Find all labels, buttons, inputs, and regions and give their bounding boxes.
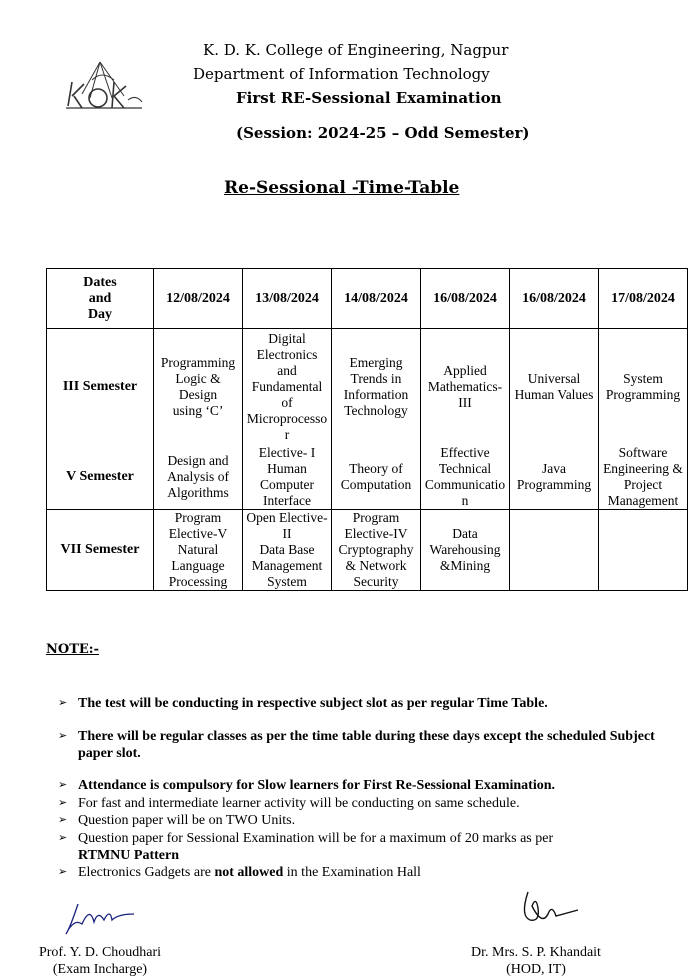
arrow-bullet-icon: ➢	[58, 866, 68, 878]
subject-line: n	[461, 492, 469, 508]
subject-line: Language	[171, 557, 225, 573]
subject-line: Algorithms	[167, 484, 229, 500]
timetable	[46, 268, 688, 591]
subject-line: Communicatio	[424, 476, 506, 492]
arrow-bullet-icon: ➢	[58, 832, 68, 844]
note-text-part: Electronics Gadgets are	[78, 865, 215, 880]
subject-line: Cryptography	[338, 541, 414, 557]
subject-line: Engineering &	[603, 460, 683, 476]
department-name: Department of Information Technology	[193, 65, 490, 83]
subject-line: Emerging	[349, 354, 403, 370]
subject-cell	[599, 509, 688, 590]
subject-line: Security	[353, 573, 399, 589]
subject-cell	[421, 445, 510, 510]
subject-line: Project	[623, 476, 663, 492]
note-text-part: in the Examination Hall	[283, 865, 421, 880]
subject-line: Open Elective-	[246, 509, 328, 525]
corner-cell	[47, 269, 154, 329]
arrow-bullet-icon: ➢	[58, 697, 68, 709]
subject-line: Natural	[177, 541, 219, 557]
note-bullet	[58, 830, 658, 864]
date-cell: 13/08/2024	[243, 269, 332, 329]
subject-line: Electronics	[256, 346, 318, 362]
note-text	[78, 777, 658, 794]
semester-label: III Semester	[47, 329, 154, 445]
subject-line: Java	[542, 460, 566, 476]
subject-cell	[510, 509, 599, 590]
table-row	[47, 509, 688, 590]
subject-cell	[421, 329, 510, 445]
note-text	[78, 864, 658, 881]
subject-line: Software	[618, 444, 668, 460]
subject-line: & Network	[345, 557, 407, 573]
subject-line: using ‘C’	[172, 402, 224, 418]
college-name: K. D. K. College of Engineering, Nagpur	[203, 41, 509, 59]
subject-line: Applied	[443, 362, 487, 378]
subject-line: Design and	[167, 452, 229, 468]
corner-line: Dates	[83, 274, 117, 290]
subject-line: Elective-IV	[344, 525, 408, 541]
subject-line: Computer	[260, 476, 314, 492]
subject-line: and	[277, 362, 297, 378]
note-text-part: The test will be conducting in respective subject slot as per regular Time Table.	[78, 696, 548, 711]
arrow-bullet-icon: ➢	[58, 779, 68, 791]
date-cell: 17/08/2024	[599, 269, 688, 329]
subject-line: Interface	[263, 492, 311, 508]
note-bullet	[58, 864, 658, 881]
subject-line: Programming	[160, 354, 236, 370]
table-row	[47, 445, 688, 510]
college-logo	[62, 58, 146, 114]
subject-line: Universal	[527, 370, 581, 386]
subject-line: Analysis of	[167, 468, 229, 484]
note-text	[78, 830, 658, 864]
subject-line: Computation	[340, 476, 412, 492]
note-bullet	[58, 777, 658, 794]
subject-line: r	[284, 426, 290, 442]
subject-line: Program	[352, 509, 400, 525]
subject-line: Warehousing	[429, 541, 501, 557]
note-text	[78, 812, 658, 829]
subject-line: &Mining	[439, 557, 491, 573]
hod-block	[458, 944, 614, 978]
note-heading: NOTE:-	[46, 642, 99, 657]
subject-line: Elective- I	[258, 444, 316, 460]
subject-cell	[332, 509, 421, 590]
subject-line: Programming	[605, 386, 681, 402]
hod-role: (HOD, IT)	[506, 962, 566, 977]
hod-name: Dr. Mrs. S. P. Khandait	[471, 945, 601, 960]
subject-line: Fundamental	[251, 378, 323, 394]
subject-line: III	[458, 394, 472, 410]
subject-cell	[332, 445, 421, 510]
arrow-bullet-icon: ➢	[58, 730, 68, 742]
date-cell: 16/08/2024	[421, 269, 510, 329]
note-text	[78, 795, 658, 812]
subject-line: Technology	[344, 402, 408, 418]
semester-label: VII Semester	[47, 509, 154, 590]
subject-line: of	[281, 394, 293, 410]
timetable-title: Re-Sessional -Time-Table	[224, 178, 460, 198]
subject-line: II	[282, 525, 292, 541]
subject-line: Human	[267, 460, 307, 476]
note-bullet	[58, 695, 658, 712]
arrow-bullet-icon: ➢	[58, 797, 68, 809]
subject-line: System	[267, 573, 307, 589]
subject-line: Effective	[440, 444, 490, 460]
subject-line: Technical	[438, 460, 492, 476]
subject-cell	[154, 445, 243, 510]
note-bullet	[58, 795, 658, 812]
subject-line: Mathematics-	[427, 378, 503, 394]
subject-cell	[154, 509, 243, 590]
exam-incharge-signature	[60, 898, 140, 938]
date-cell: 12/08/2024	[154, 269, 243, 329]
subject-cell	[599, 329, 688, 445]
subject-cell	[154, 329, 243, 445]
subject-line: Management	[607, 492, 679, 508]
date-cell: 16/08/2024	[510, 269, 599, 329]
subject-line: Data	[452, 525, 478, 541]
table-row	[47, 329, 688, 445]
date-cell: 14/08/2024	[332, 269, 421, 329]
exam-incharge-role: (Exam Incharge)	[52, 962, 148, 977]
subject-line: Programming	[516, 476, 592, 492]
subject-line: Trends in	[350, 370, 402, 386]
subject-cell	[599, 445, 688, 510]
subject-line: Microprocesso	[246, 410, 328, 426]
note-text-part: Question paper for Sessional Examination will be for a maximum of 20 marks as per	[78, 831, 554, 846]
note-text-part: RTMNU Pattern	[78, 848, 179, 863]
note-text-part: There will be regular classes as per the time table during these days except the scheduled Subject paper slot.	[78, 729, 655, 761]
note-text-part: Question paper will be on TWO Units.	[78, 813, 296, 828]
subject-line: Digital	[268, 330, 306, 346]
subject-cell	[243, 445, 332, 510]
subject-cell	[510, 445, 599, 510]
corner-line: Day	[87, 306, 113, 322]
subject-line: System	[623, 370, 663, 386]
subject-cell	[243, 329, 332, 445]
note-bullet	[58, 728, 658, 762]
note-bullet	[58, 812, 658, 829]
arrow-bullet-icon: ➢	[58, 814, 68, 826]
subject-line: Theory of	[349, 460, 403, 476]
note-text-part: Attendance is compulsory for Slow learners for First Re-Sessional Examination.	[78, 778, 556, 793]
session-label: (Session: 2024-25 – Odd Semester)	[236, 124, 530, 142]
exam-incharge-name: Prof. Y. D. Choudhari	[38, 945, 162, 960]
note-text	[78, 728, 658, 762]
subject-line: Logic & Design	[175, 370, 221, 402]
subject-line: Human Values	[514, 386, 594, 402]
subject-line: Management	[251, 557, 323, 573]
subject-line: Data Base	[259, 541, 315, 557]
subject-cell	[243, 509, 332, 590]
exam-incharge-block	[30, 944, 170, 978]
note-text-part: not allowed	[214, 865, 284, 880]
subject-line: Processing	[168, 573, 228, 589]
subject-line: Information	[343, 386, 409, 402]
hod-signature	[518, 886, 582, 930]
subject-line: Elective-V	[168, 525, 228, 541]
table-header-row	[47, 269, 688, 329]
subject-cell	[421, 509, 510, 590]
subject-line: Program	[174, 509, 222, 525]
subject-cell	[510, 329, 599, 445]
semester-label: V Semester	[47, 445, 154, 510]
corner-line: and	[88, 290, 112, 306]
note-text	[78, 695, 658, 712]
exam-name: First RE-Sessional Examination	[236, 89, 502, 107]
subject-cell	[332, 329, 421, 445]
note-text-part: For fast and intermediate learner activity will be conducting on same schedule.	[78, 796, 520, 811]
